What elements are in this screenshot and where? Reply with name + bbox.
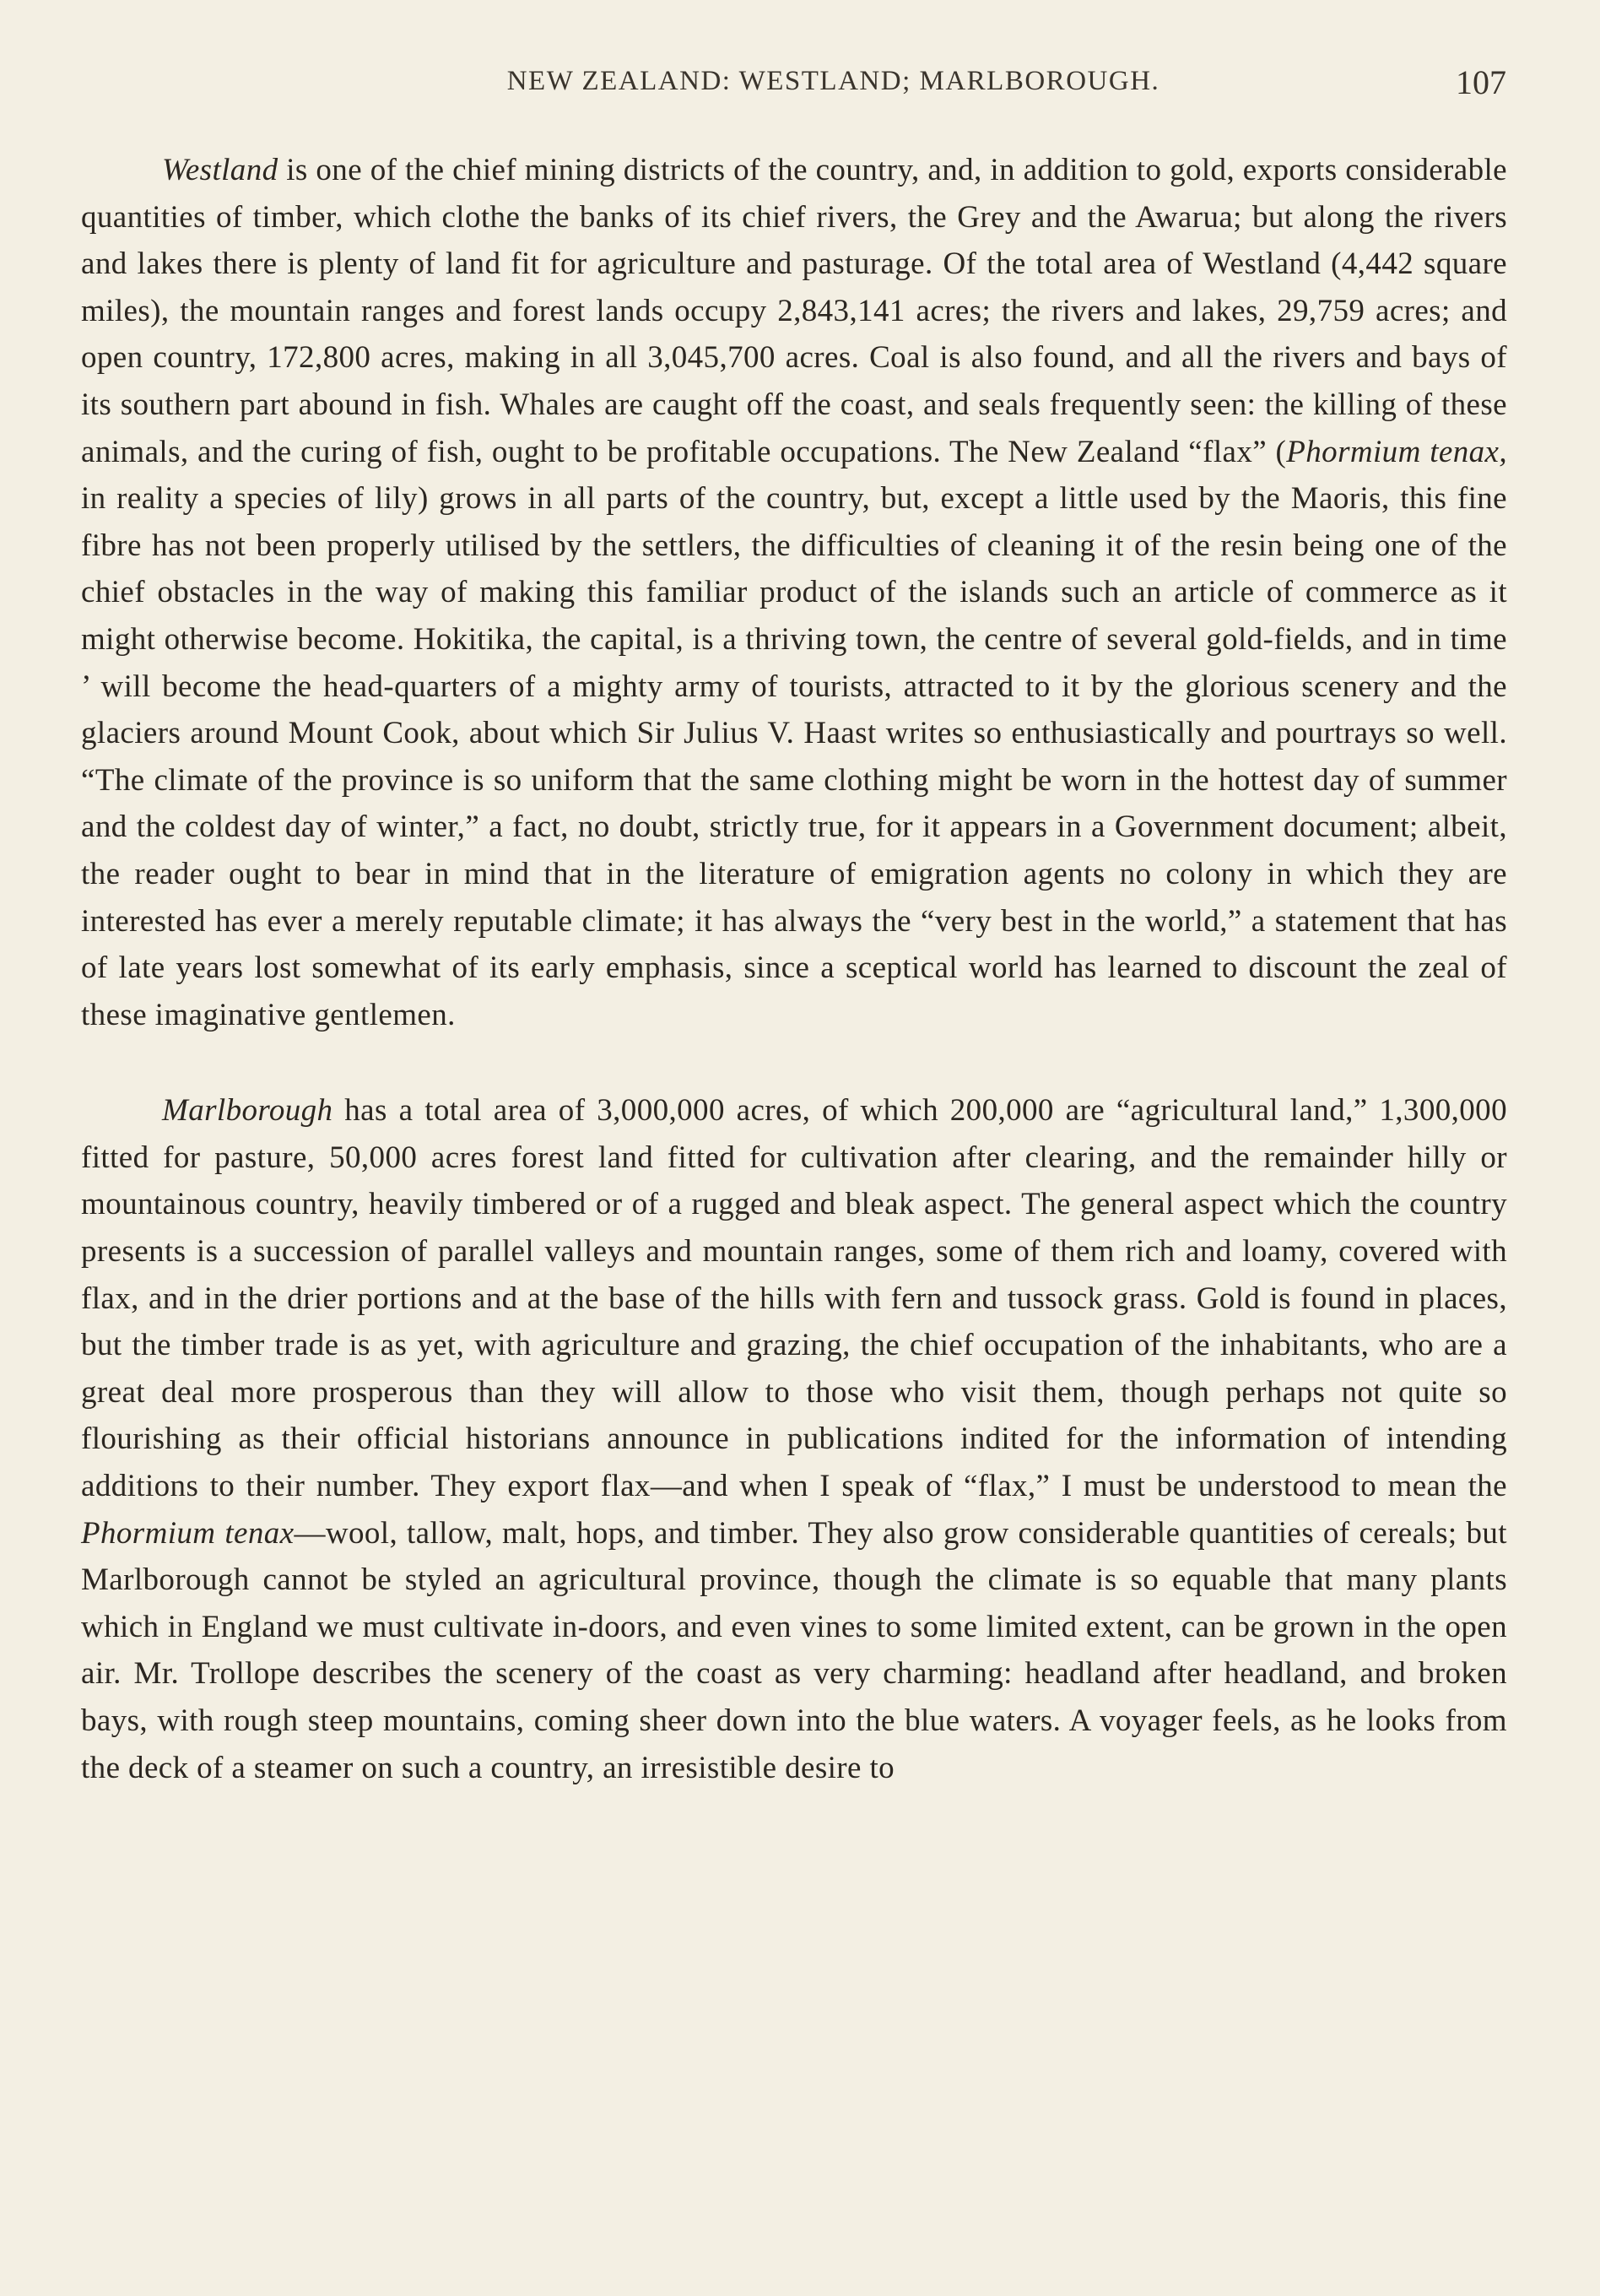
paragraph-westland <box>81 147 1507 1038</box>
paragraph-text: is one of the chief mining districts of the country, and, in addition to gold, exports considerable quantities of timber, which clothe the banks of its chief rivers, the Grey and the Awarua; but along the rivers and lakes there is plenty of land fit for agriculture and pasturage. Of the total area of Westland (4,442 square miles), the mountain ranges and forest lands occupy 2,843,141 acres; the rivers and lakes, 29,759 acres; and open country, 172,800 acres, making in all 3,045,700 acres. Coal is also found, and all the rivers and bays of its southern part abound in fish. Whales are caught off the coast, and seals frequently seen: the killing of these animals, and the curing of fish, ought to be profitable occupations. The New Zealand “flax” ( <box>81 153 1507 469</box>
paragraph-marlborough <box>81 1087 1507 1791</box>
body-text <box>81 147 1507 1791</box>
paragraph-text: in reality a species of lily) grows in all parts of the country, but, except a little used by the Maoris, this fine fibre has not been properly utilised by the settlers, the difficulties of cleaning it of the resin being one of the chief obstacles in the way of making this familiar product of the islands such an article of commerce as it might otherwise become. Hokitika, the capital, is a thriving town, the centre of several gold-fields, and in time ’ will become the head-quarters of a mighty army of tourists, attracted to it by the glorious scenery and the glaciers around Mount Cook, about which Sir Julius V. Haast writes so enthusiastically and pourtrays so well. “The climate of the province is so uniform that the same clothing might be worn in the hottest day of summer and the coldest day of winter,” a fact, no doubt, strictly true, for it appears in a Government document; albeit, the reader ought to bear in mind that in the literature of emigration agents no colony in which they are interested has ever a merely reputable climate; it has always the “very best in the world,” a statement that has of late years lost somewhat of its early emphasis, since a sceptical world has learned to discount the zeal of these imaginative gentlemen. <box>81 481 1507 1032</box>
italic-term-phormium-tenax: Phormium tenax, <box>1286 434 1507 469</box>
paragraph-lead-westland: Westland <box>162 153 278 187</box>
italic-term-phormium-tenax: Phormium tenax <box>81 1515 295 1551</box>
paragraph-text: has a total area of 3,000,000 acres, of which 200,000 are “agricultural land,” 1,300,000 fitted for pasture, 50,000 acres forest land fitted for cultivation after clearing, and the remainder hilly or mountainous country, heavily timbered or of a rugged and bleak aspect. The general aspect which the country presents is a succession of parallel valleys and mountain ranges, some of them rich and loamy, covered with flax, and in the drier portions and at the base of the hills with fern and tussock grass. Gold is found in places, but the timber trade is as yet, with agriculture and grazing, the chief occupation of the inhabitants, who are a great deal more prosperous than they will allow to those who visit them, though perhaps not quite so flourishing as their official historians announce in publications indited for the information of intending additions to their number. They export flax—and when I speak of “flax,” I must be understood to mean the <box>81 1093 1507 1504</box>
page-number: 107 <box>1456 63 1506 101</box>
paragraph-text: —wool, tallow, malt, hops, and timber. They also grow considerable quantities of cereals; but Marlborough cannot be styled an agricultural province, though the climate is so equable that many plants which in England we must cultivate in-doors, and even vines to some limited extent, can be grown in the open air. Mr. Trollope describes the scenery of the coast as very charming: headland after headland, and broken bays, with rough steep mountains, coming sheer down into the blue waters. A voyager feels, as he looks from the deck of a steamer on such a country, an irresistible desire to <box>81 1515 1507 1785</box>
page-header <box>160 63 1506 108</box>
paragraph-lead-marlborough: Marlborough <box>162 1093 333 1129</box>
running-title: NEW ZEALAND: WESTLAND; MARLBOROUGH. <box>506 66 1160 96</box>
